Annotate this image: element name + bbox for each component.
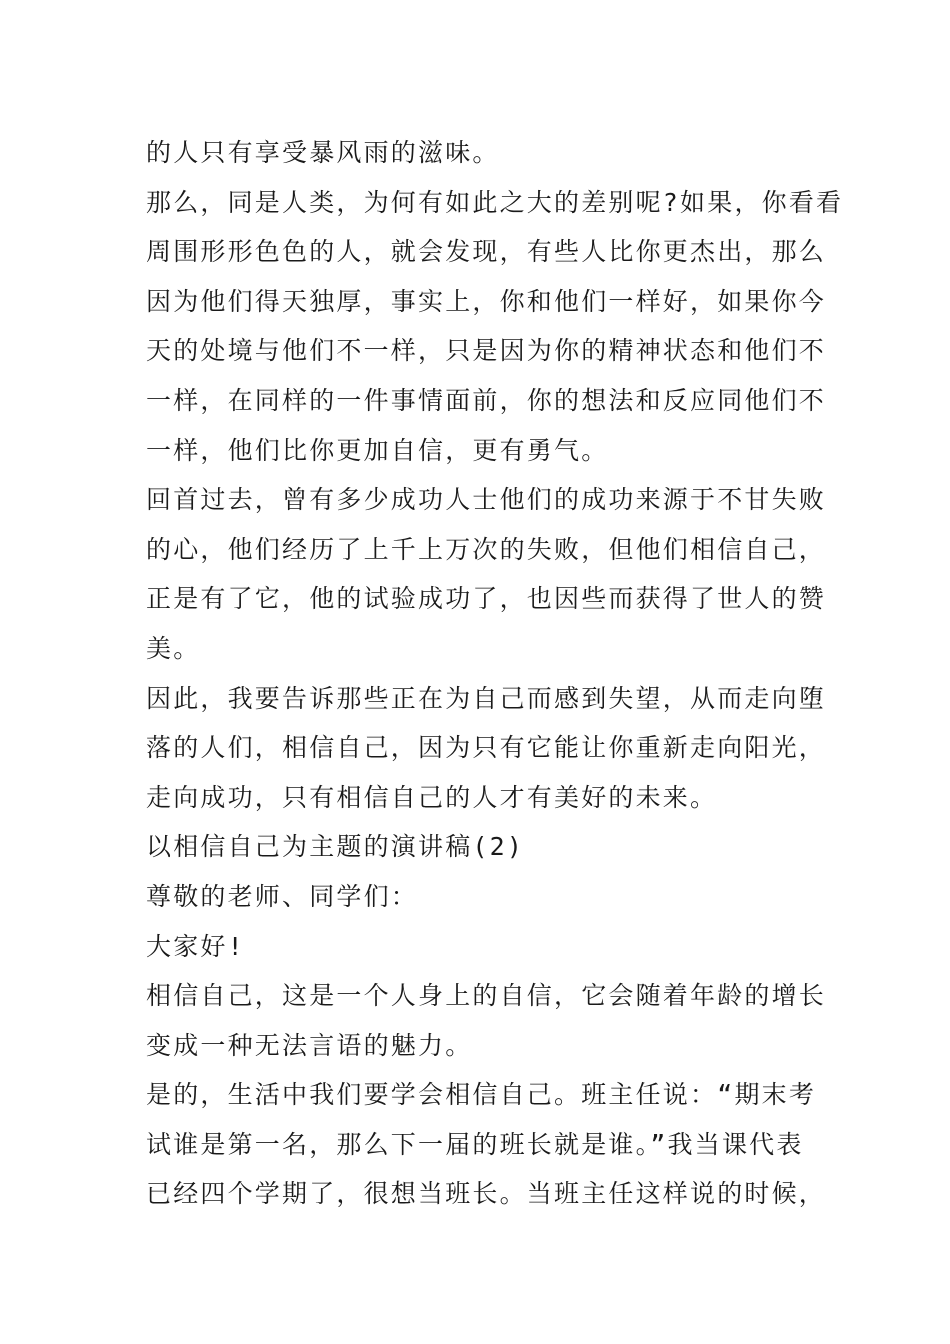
text-line: 走向成功，只有相信自己的人才有美好的未来。 [146,782,718,812]
text-line: 回首过去，曾有多少成功人士他们的成功来源于不甘失败 [146,485,827,515]
text-line: 因此，我要告诉那些正在为自己而感到失望，从而走向堕 [146,683,827,713]
text-line: 周围形形色色的人，就会发现，有些人比你更杰出，那么 [146,237,827,267]
salutation: 尊敬的老师、同学们： [146,881,419,911]
text-line: 试谁是第一名，那么下一届的班长就是谁。”我当课代表 [146,1129,804,1159]
text-line: 美。 [146,633,201,663]
text-line: 天的处境与他们不一样，只是因为你的精神状态和他们不 [146,336,827,366]
greeting: 大家好! [146,931,245,961]
text-line: 已经四个学期了，很想当班长。当班主任这样说的时候， [146,1179,827,1209]
text-line: 的人只有享受暴风雨的滋味。 [146,138,500,167]
text-line: 变成一种无法言语的魅力。 [146,1030,473,1060]
text-line: 一样，他们比你更加自信，更有勇气。 [146,435,609,465]
text-line: 因为他们得天独厚，事实上，你和他们一样好，如果你今 [146,286,827,316]
text-line: 相信自己，这是一个人身上的自信，它会随着年龄的增长 [146,981,827,1011]
text-line: 落的人们，相信自己，因为只有它能让你重新走向阳光， [146,733,827,763]
body-text [146,128,844,1219]
section-heading: 以相信自己为主题的演讲稿(2) [146,832,525,862]
text-line: 的心，他们经历了上千上万次的失败，但他们相信自己， [146,534,827,564]
text-line: 那么，同是人类，为何有如此之大的差别呢?如果，你看看 [146,187,844,217]
text-line: 正是有了它，他的试验成功了，也因些而获得了世人的赞 [146,584,827,614]
text-line: 是的，生活中我们要学会相信自己。班主任说：“期末考 [146,1080,817,1110]
text-line: 一样，在同样的一件事情面前，你的想法和反应同他们不 [146,385,827,415]
